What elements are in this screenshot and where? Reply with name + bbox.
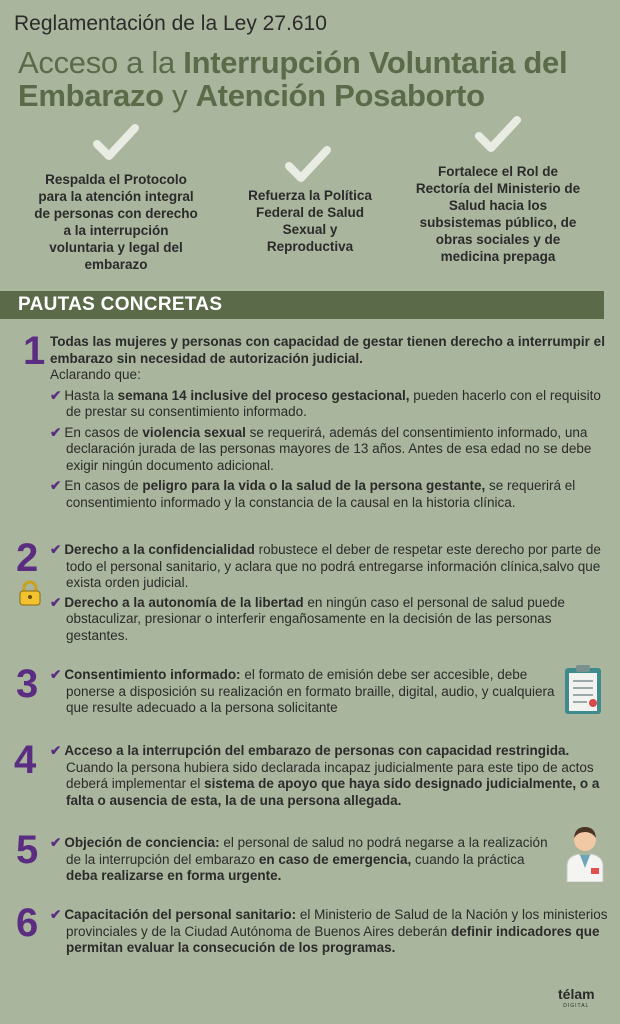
check-icon: ✔ — [50, 667, 62, 682]
item-4-text: ✔ Acceso a la interrupción del embarazo de personas con capacidad restringida. Cuando la persona hubiera sido declarada incapaz judicialmente para este tipo de actos deberá implementar el sistema de apoyo que haya sido designado judicialmente, o a falta o ausencia de esta, la de una persona allegada. — [50, 743, 600, 808]
doctor-icon — [563, 818, 607, 882]
column-rectoria: Fortalece el Rol de Rectoría del Ministerio de Salud hacia los subsistemas público, de obras sociales y de medicina prepaga — [415, 164, 581, 264]
item-5-text: ✔ Objeción de conciencia: el personal de salud no podrá negarse a la realización de la interrupción del embarazo en caso de emergencia, cuando la práctica deba realizarse en forma urgente. — [50, 835, 548, 883]
item-number: 5 — [16, 828, 39, 872]
item-2-text: ✔ Derecho a la confidencialidad robustece el deber de respetar este derecho por parte de todo el personal sanitario, y aclara que no podrá entregarse información clínica,salvo que exista orden judicial. ✔ Derecho a la autonomía de la libertad en ningún caso el personal de salud puede obstaculizar, presionar o interferir engañosamente en la decisión de las personas gestantes. — [50, 542, 601, 643]
check-icon: ✔ — [50, 907, 62, 922]
item-number: 3 — [16, 662, 39, 706]
item-3-text: ✔ Consentimiento informado: el formato de emisión debe ser accesible, debe ponerse a disposición su realización en formato braille, digital, audio, y cualquiera que resulte adecuado a la persona solicitante — [50, 667, 555, 715]
padlock-icon — [18, 580, 42, 606]
page-title: Acceso a la Interrupción Voluntaria del Embarazo y Atención Posaborto — [18, 45, 568, 113]
telam-logo: télam DIGITAL — [558, 986, 595, 1009]
check-icon: ✔ — [50, 478, 62, 493]
check-icon: ✔ — [50, 743, 62, 758]
item-1-text: Todas las mujeres y personas con capacidad de gestar tienen derecho a interrumpir el embarazo sin necesidad de autorización judicial. Aclarando que: ✔ Hasta la semana 14 inclusive del proceso gestacional, pueden hacerlo con el requisito de prestar su consentimiento informado. ✔ En casos de violencia sexual se requerirá, además del consentimiento informado, una declaración jurada de las personas mayores de 13 años. Antes de esa edad no se debe exigir ningún documento adicional. ✔ En casos de peligro para la vida o la salud de la persona gestante, se requerirá el consentimiento informado y la constancia de la causal en la historia clínica. — [50, 334, 605, 510]
clipboard-icon — [563, 664, 603, 716]
check-icon: ✔ — [50, 835, 62, 850]
section-banner: PAUTAS CONCRETAS — [0, 291, 604, 319]
check-icon: ✔ — [50, 542, 62, 557]
check-icon — [285, 146, 331, 184]
supertitle: Reglamentación de la Ley 27.610 — [14, 12, 327, 35]
column-protocolo: Respalda el Protocolo para la atención integral de personas con derecho a la interrupción voluntaria y legal del embarazo — [34, 172, 198, 272]
check-icon — [475, 116, 521, 154]
check-icon — [93, 124, 139, 162]
item-number: 1 — [23, 329, 46, 373]
column-politica: Refuerza la Política Federal de Salud Sexual y Reproductiva — [248, 188, 372, 254]
check-icon: ✔ — [50, 594, 62, 610]
item-number: 2 — [16, 536, 39, 580]
check-icon: ✔ — [50, 387, 62, 403]
item-number: 6 — [16, 901, 39, 945]
item-number: 4 — [14, 738, 37, 782]
item-6-text: ✔ Capacitación del personal sanitario: el Ministerio de Salud de la Nación y los ministerios provinciales y de la Ciudad Autónoma de Buenos Aires deberán definir indicadores que permitan evaluar la consecución de los programas. — [50, 907, 608, 955]
check-icon: ✔ — [50, 424, 62, 440]
